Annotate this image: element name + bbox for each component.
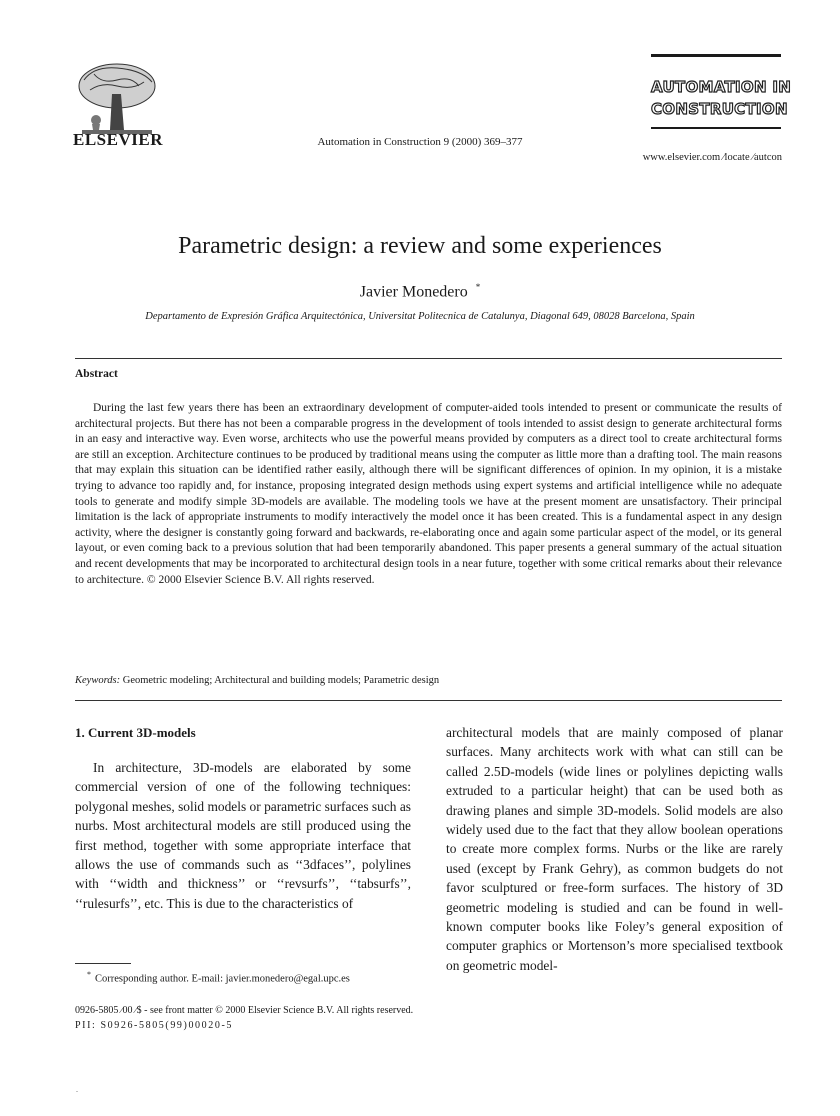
- pii-line: PII: S0926-5805(99)00020-5: [75, 1020, 233, 1031]
- footnote-mark: *: [87, 970, 91, 979]
- author-name: Javier Monedero: [359, 283, 468, 301]
- section-heading: 1. Current 3D-models: [75, 725, 196, 740]
- left-column: [75, 725, 411, 913]
- header-rule-top: [651, 54, 781, 57]
- page-mark: .: [76, 1085, 78, 1094]
- publisher-name: ELSEVIER: [73, 130, 163, 149]
- keywords-label: Keywords:: [75, 675, 121, 686]
- author-affiliation: Departamento de Expresión Gráfica Arquitectónica, Universitat Politecnica de Catalunya, Diagonal 649, 08028 Barcelona, Spain: [145, 311, 695, 322]
- left-column-text: In architecture, 3D-models are elaborated by some commercial version of one of the following techniques: polygonal meshes, solid models or parametric surfaces such as nurbs. Most architectural models are still produced using the first method, together with some appropriate interface that allows the use of commands such as ‘‘3dfaces’’, polylines with ‘‘width and thickness’’ or ‘‘revsurfs’’, ‘‘tabsurfs’’, ‘‘rulesurfs’’, etc. This is due to the characteristics of: [75, 760, 411, 911]
- journal-url[interactable]: www.elsevier.com ∕locate ∕autcon: [642, 152, 782, 163]
- abstract-body: During the last few years there has been an extraordinary development of computer-aided tools intended to present or communicate the results of architectural projects. But there has not been a comparable progress in the development of tools intended to assist design to generate architectural forms in an easy and interactive way. Even worse, architects who use the powerful means provided by computers as a direct tool to create architectural forms are still an exception. Architecture continues to be produced by traditional means using the computer as little more than a drafting tool. The main reasons that may explain this situation can be identified rather easily, although there will be significant differences of opinion. In my opinion, it is a mistake trying to advance too rapidly and, for instance, proposing integrated design methods using expert systems and artificial intelligence while no adequate tools to generate and modify simple 3D-models are available. The modeling tools we have at the present moment are unsatisfactory. Their principal limitation is the lack of appropriate instruments to modify interactively the model once it has been created. This is a fundamental aspect in any design activity, where the designer is constantly going forward and backwards, re-elaborating once and again some particular aspect of the model, or its general layout, or even coming back to a previous solution that had been temporarily abandoned. This paper presents a general summary of the actual situation and recent developments that may be incorporated to architectural design tools in a near future, together with some critical remarks about their relevance to architecture. © 2000 Elsevier Science B.V. All rights reserved.: [75, 402, 782, 586]
- header-rule-bottom: [651, 127, 781, 129]
- author-line: [300, 282, 540, 301]
- keywords-line: [75, 675, 782, 686]
- right-column: [446, 723, 783, 975]
- abstract-heading: Abstract: [75, 368, 118, 380]
- front-matter-line: 0926-5805 ∕00 ∕$ - see front matter © 2000 Elsevier Science B.V. All rights reserved.: [75, 1005, 414, 1016]
- right-column-text: architectural models that are mainly composed of planar surfaces. Many architects work with what can still can be called 2.5D-models (wide lines or polylines depicting walls extruded to a particular height) that can be used both as drawing planes and simple 3D-models. Solid models are also widely used due to the fact that they allow boolean operations to create more complex forms. Nurbs or the like are rarely used (except by Frank Gehry), as common budgets do not favor sculptured or free-form surfaces. The history of 3D geometric modeling is studied and can be found in well-known computer books like Foley’s general exposition of computer graphics or Mortenson’s more specialised textbook on geometric model-: [446, 725, 783, 973]
- author-footnote-mark[interactable]: *: [475, 282, 481, 292]
- journal-logo-line2: CONSTRUCTION: [651, 100, 788, 118]
- paper-title: Parametric design: a review and some experiences: [178, 233, 662, 259]
- abstract-rule-top: [75, 358, 782, 359]
- journal-logo-line1: AUTOMATION IN: [651, 78, 792, 96]
- footnote-text: Corresponding author. E-mail: javier.monedero@egal.upc.es: [95, 973, 350, 985]
- footnote-rule: [75, 963, 131, 964]
- keywords-text: Geometric modeling; Architectural and building models; Parametric design: [122, 675, 440, 686]
- journal-citation: Automation in Construction 9 (2000) 369–377: [317, 136, 523, 148]
- abstract-rule-bottom: [75, 700, 782, 701]
- footnote: [75, 970, 415, 985]
